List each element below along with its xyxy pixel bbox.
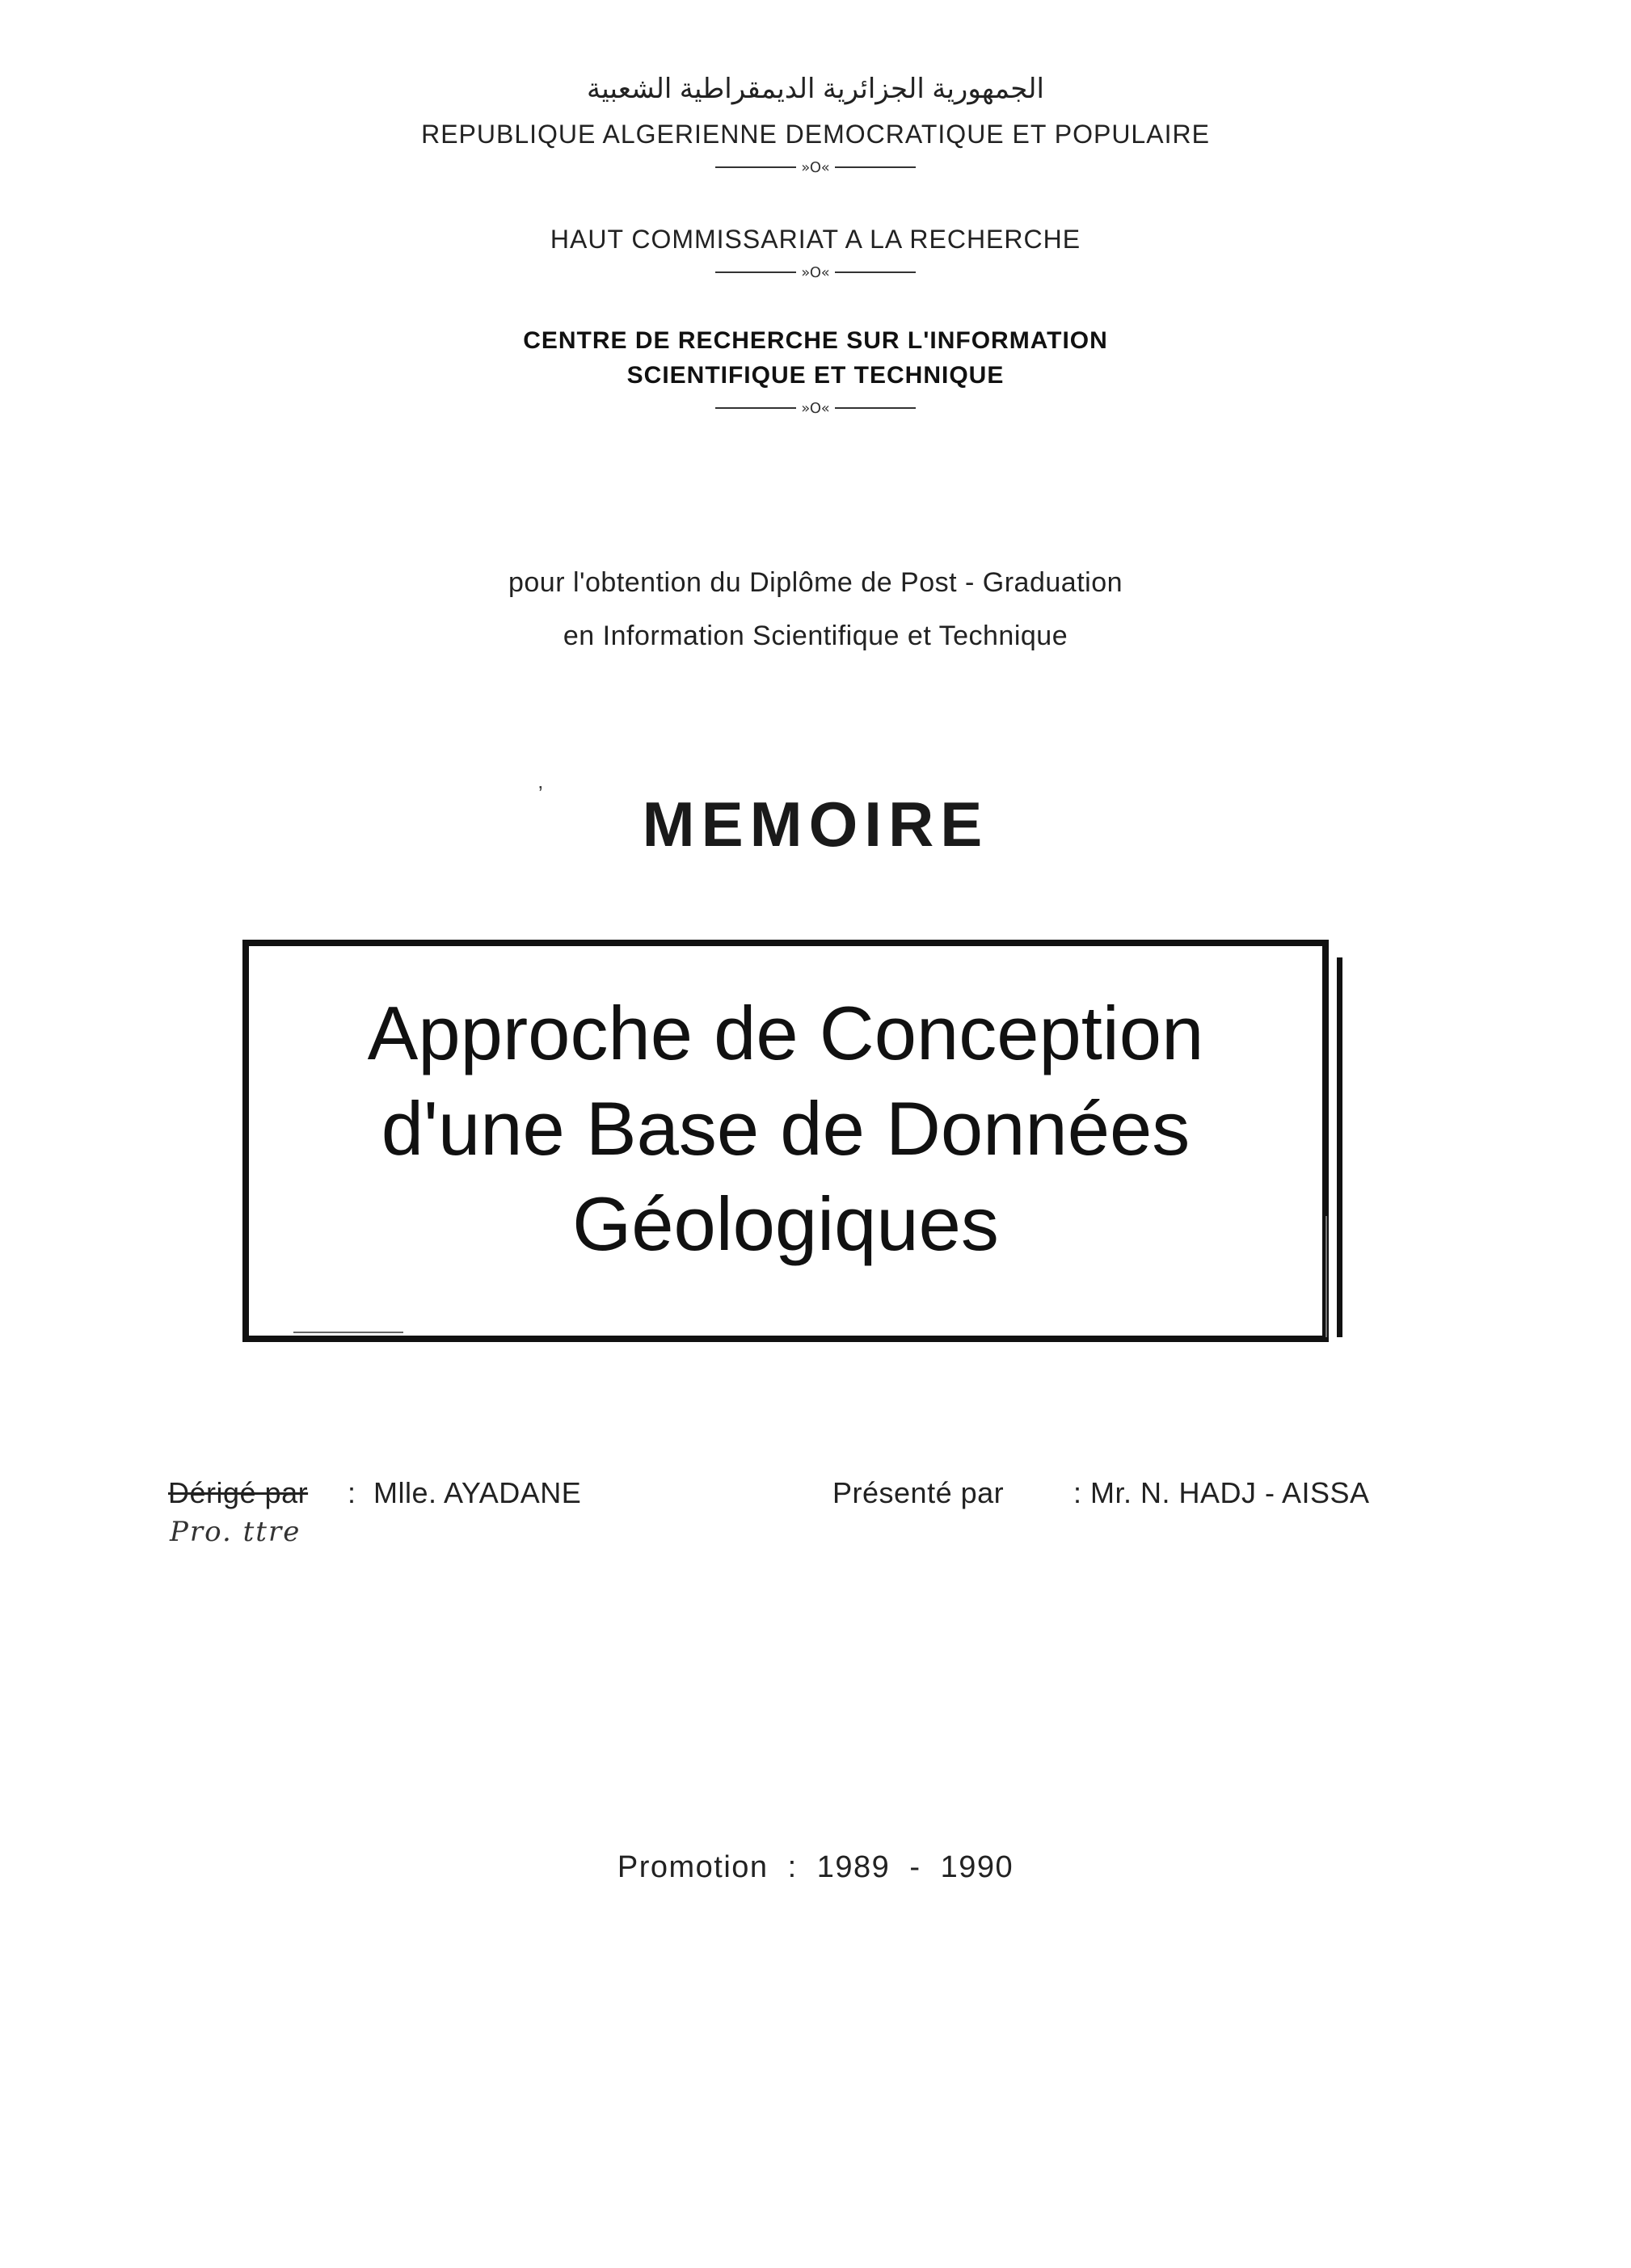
promotion-year-end: 1990 bbox=[940, 1850, 1014, 1884]
director-name: Mlle. AYADANE bbox=[373, 1476, 582, 1509]
separator-3 bbox=[0, 399, 1631, 417]
directed-by-label: Dérigé par bbox=[168, 1476, 309, 1509]
thesis-title-line-1: Approche de Conception bbox=[367, 991, 1204, 1075]
promotion-label: Promotion bbox=[617, 1850, 769, 1884]
republic-name: REPUBLIQUE ALGERIENNE DEMOCRATIQUE ET POPULAIRE bbox=[421, 120, 1210, 149]
document-type: MEMOIRE bbox=[642, 789, 989, 860]
stray-mark: ʼ bbox=[538, 782, 543, 806]
arabic-republic-name: الجمهورية الجزائرية الديمقراطية الشعبية bbox=[587, 74, 1044, 104]
separator-mark: »O« bbox=[801, 158, 830, 176]
thesis-title-line-3: Géologiques bbox=[572, 1181, 999, 1266]
haut-commissariat: HAUT COMMISSARIAT A LA RECHERCHE bbox=[550, 225, 1081, 254]
separator-mark: »O« bbox=[801, 399, 830, 417]
separator-2 bbox=[0, 263, 1631, 281]
promotion-separator: : bbox=[787, 1850, 798, 1884]
promotion-dash: - bbox=[909, 1850, 921, 1884]
separator-mark: »O« bbox=[801, 263, 830, 281]
purpose-line-2: en Information Scientifique et Technique bbox=[563, 621, 1068, 651]
research-centre-line-2: SCIENTIFIQUE ET TECHNIQUE bbox=[626, 362, 1005, 389]
promotion-year-start: 1989 bbox=[816, 1850, 891, 1884]
thesis-title bbox=[242, 986, 1329, 1272]
directed-by-separator: : bbox=[348, 1476, 356, 1509]
promotion-line bbox=[0, 1850, 1631, 1885]
thesis-title-line-2: d'une Base de Données bbox=[381, 1086, 1191, 1171]
title-box-shadow bbox=[1337, 957, 1342, 1337]
purpose-line-1: pour l'obtention du Diplôme de Post - Graduation bbox=[508, 567, 1123, 598]
separator-1 bbox=[0, 158, 1631, 176]
presenter-name: : Mr. N. HADJ - AISSA bbox=[1073, 1476, 1370, 1509]
research-centre-line-1: CENTRE DE RECHERCHE SUR L'INFORMATION bbox=[523, 327, 1108, 354]
handwritten-note: Pro. ttre bbox=[170, 1516, 301, 1548]
presented-by-label: Présenté par bbox=[832, 1476, 1005, 1509]
title-box-artifact-line bbox=[293, 1332, 403, 1333]
